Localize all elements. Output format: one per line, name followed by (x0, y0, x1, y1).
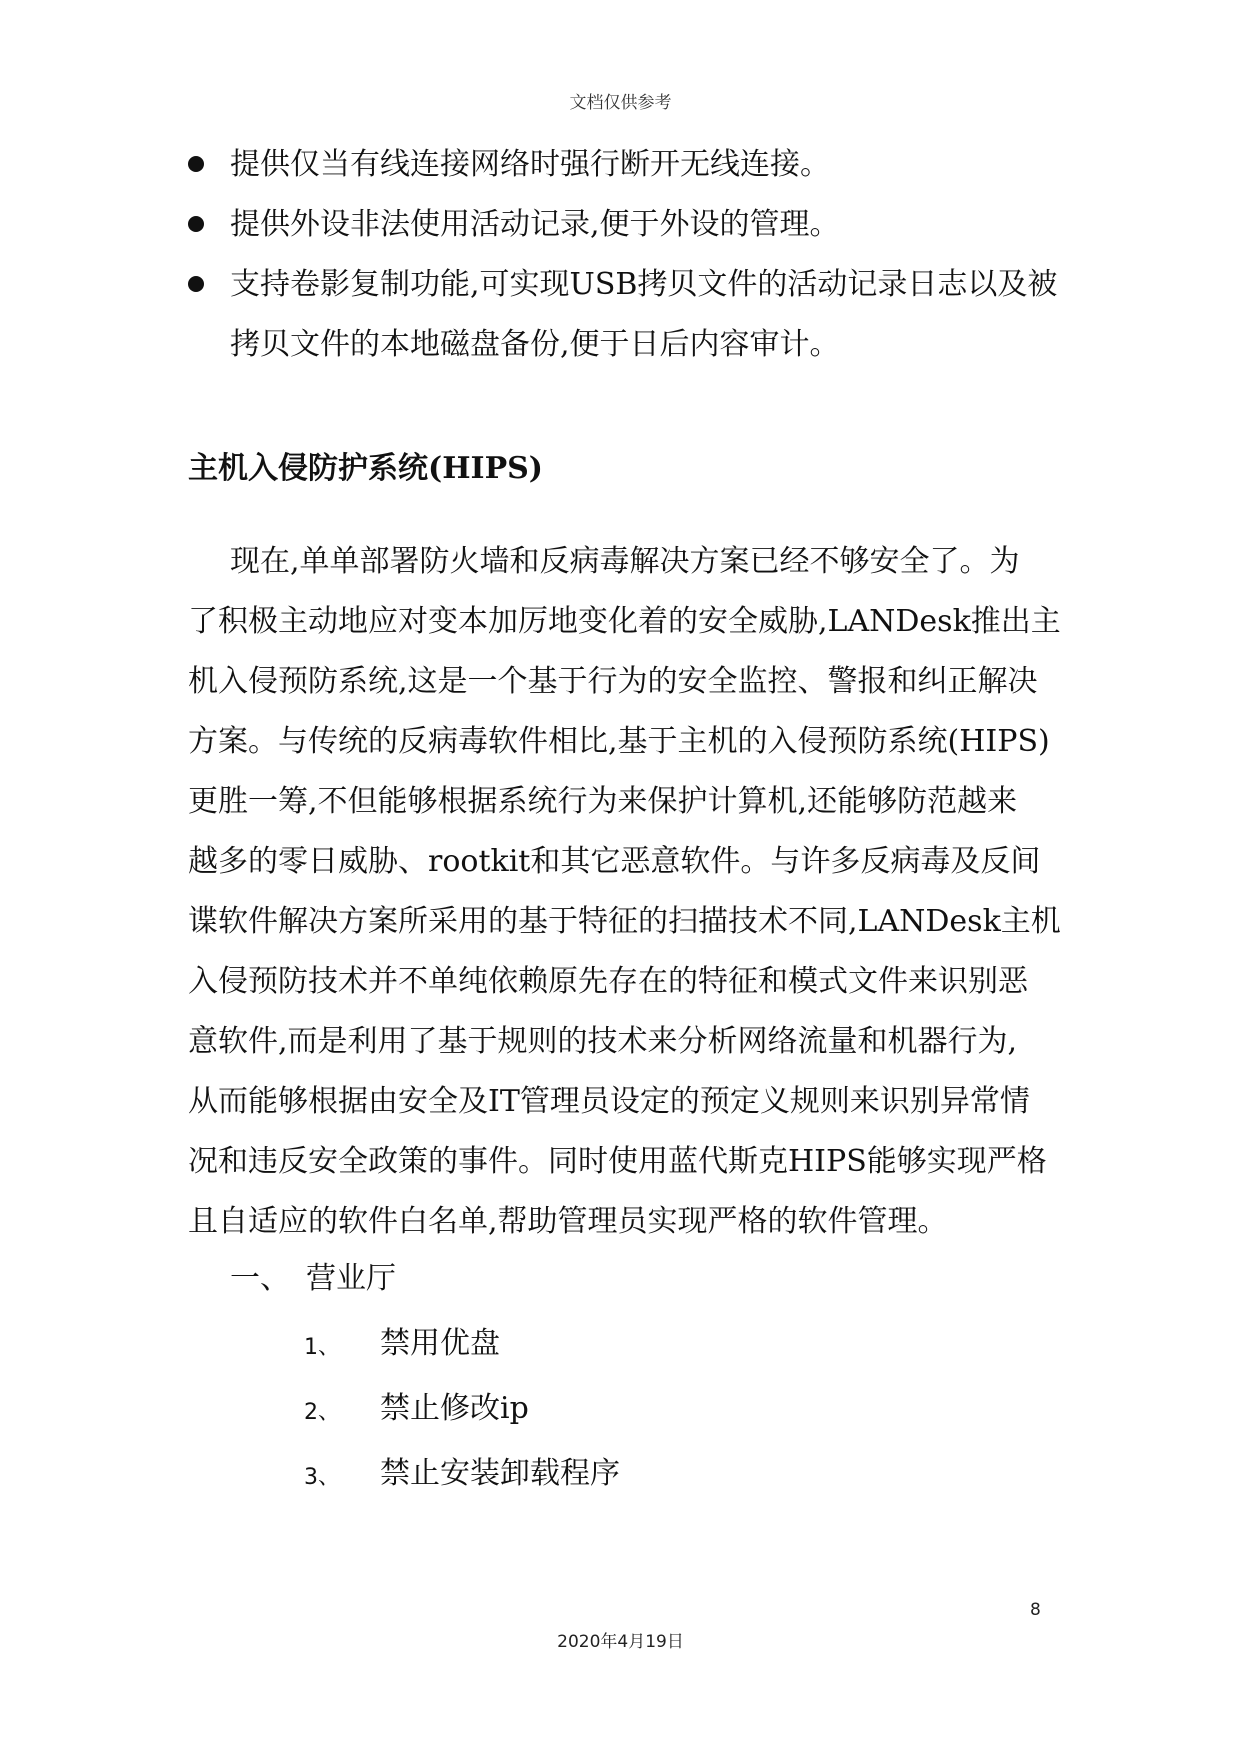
bullet-dot-icon (188, 216, 204, 232)
outline-number: 一、 (230, 1261, 290, 1296)
paragraph-line: 从而能够根据由安全及IT管理员设定的预定义规则来识别异常情 (188, 1084, 1030, 1119)
page-number: 8 (1030, 1600, 1041, 1620)
footer-date: 2020年4月19日 (557, 1632, 684, 1652)
paragraph-line: 更胜一筹,不但能够根据系统行为来保护计算机,还能够防范越来 (188, 784, 1018, 819)
paragraph-line: 现在,单单部署防火墙和反病毒解决方案已经不够安全了。为 (230, 544, 1020, 579)
paragraph-line: 机入侵预防系统,这是一个基于行为的安全监控、警报和纠正解决 (188, 664, 1038, 699)
paragraph-line: 了积极主动地应对变本加厉地变化着的安全威胁,LANDesk推出主 (188, 604, 1061, 639)
paragraph-line: 意软件,而是利用了基于规则的技术来分析网络流量和机器行为, (188, 1024, 1018, 1059)
outline-number: 2、 (304, 1400, 340, 1425)
bullet-text: 提供仅当有线连接网络时强行断开无线连接。 (230, 147, 830, 182)
outline-number: 3、 (304, 1465, 340, 1490)
outline-text: 禁止安装卸载程序 (380, 1456, 620, 1491)
outline-text: 禁止修改ip (380, 1391, 529, 1426)
bullet-dot-icon (188, 156, 204, 172)
paragraph-line: 入侵预防技术并不单纯依赖原先存在的特征和模式文件来识别恶 (188, 964, 1028, 999)
page-header: 文档仅供参考 (569, 93, 672, 113)
paragraph-line: 方案。与传统的反病毒软件相比,基于主机的入侵预防系统(HIPS) (188, 724, 1050, 759)
paragraph-line: 且自适应的软件白名单,帮助管理员实现严格的软件管理。 (188, 1204, 948, 1239)
bullet-dot-icon (188, 276, 204, 292)
bullet-text: 提供外设非法使用活动记录,便于外设的管理。 (230, 207, 840, 242)
outline-text: 营业厅 (306, 1261, 396, 1296)
paragraph-line: 越多的零日威胁、rootkit和其它恶意软件。与许多反病毒及反间 (188, 844, 1041, 879)
paragraph-line: 况和违反安全政策的事件。同时使用蓝代斯克HIPS能够实现严格 (188, 1144, 1047, 1179)
bullet-text: 支持卷影复制功能,可实现USB拷贝文件的活动记录日志以及被 (230, 267, 1058, 302)
section-heading: 主机入侵防护系统(HIPS) (188, 451, 543, 486)
outline-text: 禁用优盘 (380, 1326, 500, 1361)
bullet-text-continuation: 拷贝文件的本地磁盘备份,便于日后内容审计。 (230, 327, 840, 362)
outline-number: 1、 (304, 1335, 340, 1360)
paragraph-line: 谍软件解决方案所采用的基于特征的扫描技术不同,LANDesk主机 (188, 904, 1061, 939)
